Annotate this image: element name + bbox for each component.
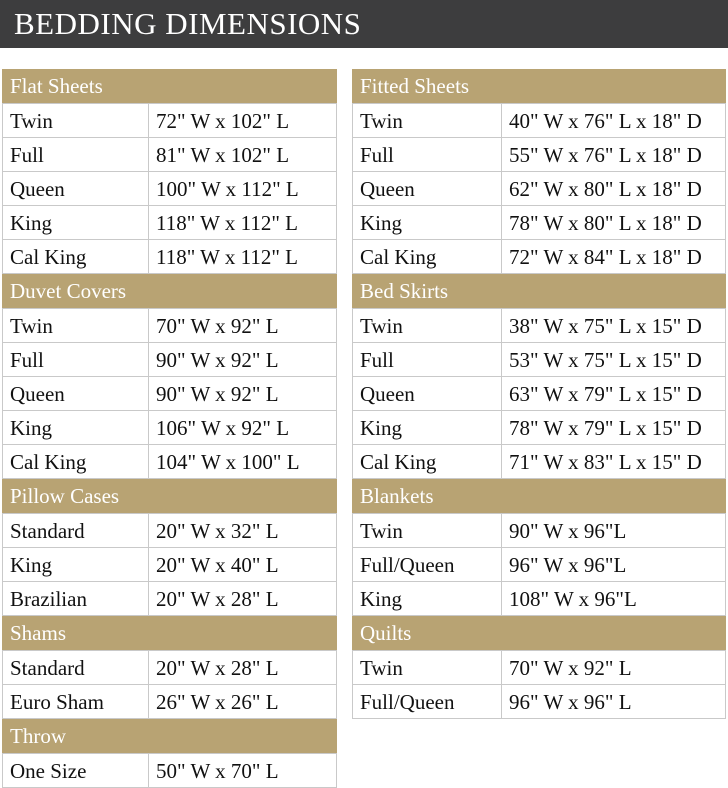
- table-row: [3, 548, 337, 582]
- dimension-cell: 96" W x 96"L: [502, 548, 726, 582]
- right-column: [352, 69, 726, 719]
- table-row: [3, 240, 337, 274]
- size-cell: Full: [3, 343, 149, 377]
- size-cell: Standard: [3, 514, 149, 548]
- dimension-cell: 55" W x 76" L x 18" D: [502, 138, 726, 172]
- dimension-cell: 90" W x 92" L: [149, 377, 337, 411]
- dimension-cell: 53" W x 75" L x 15" D: [502, 343, 726, 377]
- table-row: [353, 240, 726, 274]
- dimensions-table: [2, 513, 337, 616]
- page-header: [0, 0, 728, 48]
- dimensions-table: [2, 650, 337, 719]
- section-title: Shams: [2, 616, 337, 650]
- left-column: [2, 69, 337, 788]
- table-row: [353, 411, 726, 445]
- dimensions-table: [352, 650, 726, 719]
- section-throw: [2, 719, 337, 788]
- size-cell: Cal King: [3, 445, 149, 479]
- table-row: [3, 411, 337, 445]
- section-duvet-covers: [2, 274, 337, 479]
- size-cell: Full: [3, 138, 149, 172]
- table-row: [3, 514, 337, 548]
- table-row: [353, 582, 726, 616]
- dimensions-table: [2, 103, 337, 274]
- dimension-cell: 90" W x 96"L: [502, 514, 726, 548]
- page-title: BEDDING DIMENSIONS: [14, 6, 362, 41]
- dimension-cell: 90" W x 92" L: [149, 343, 337, 377]
- dimension-cell: 20" W x 28" L: [149, 582, 337, 616]
- size-cell: Brazilian: [3, 582, 149, 616]
- table-row: [353, 651, 726, 685]
- dimensions-table: [2, 308, 337, 479]
- size-cell: Twin: [353, 651, 502, 685]
- dimension-cell: 70" W x 92" L: [149, 309, 337, 343]
- table-row: [3, 582, 337, 616]
- dimension-cell: 78" W x 79" L x 15" D: [502, 411, 726, 445]
- table-row: [353, 548, 726, 582]
- dimension-cell: 108" W x 96"L: [502, 582, 726, 616]
- dimension-cell: 62" W x 80" L x 18" D: [502, 172, 726, 206]
- table-row: [353, 514, 726, 548]
- size-cell: Full/Queen: [353, 548, 502, 582]
- dimensions-table: [352, 308, 726, 479]
- size-cell: Twin: [3, 309, 149, 343]
- table-row: [353, 172, 726, 206]
- section-bed-skirts: [352, 274, 726, 479]
- section-title: Throw: [2, 719, 337, 753]
- size-cell: Queen: [3, 172, 149, 206]
- size-cell: Cal King: [3, 240, 149, 274]
- size-cell: Queen: [353, 377, 502, 411]
- dimension-cell: 118" W x 112" L: [149, 206, 337, 240]
- size-cell: King: [353, 582, 502, 616]
- table-row: [353, 343, 726, 377]
- table-row: [3, 206, 337, 240]
- dimension-cell: 63" W x 79" L x 15" D: [502, 377, 726, 411]
- dimension-cell: 104" W x 100" L: [149, 445, 337, 479]
- table-row: [353, 138, 726, 172]
- dimension-cell: 50" W x 70" L: [149, 754, 337, 788]
- dimension-cell: 26" W x 26" L: [149, 685, 337, 719]
- size-cell: Twin: [3, 104, 149, 138]
- section-title: Blankets: [352, 479, 726, 513]
- dimension-cell: 38" W x 75" L x 15" D: [502, 309, 726, 343]
- size-cell: Full: [353, 343, 502, 377]
- dimensions-table: [352, 513, 726, 616]
- size-cell: One Size: [3, 754, 149, 788]
- dimension-cell: 78" W x 80" L x 18" D: [502, 206, 726, 240]
- section-title: Flat Sheets: [2, 69, 337, 103]
- dimension-cell: 118" W x 112" L: [149, 240, 337, 274]
- dimension-cell: 96" W x 96" L: [502, 685, 726, 719]
- table-row: [3, 754, 337, 788]
- section-pillow-cases: [2, 479, 337, 616]
- section-quilts: [352, 616, 726, 719]
- table-row: [353, 445, 726, 479]
- dimension-cell: 81" W x 102" L: [149, 138, 337, 172]
- size-cell: King: [3, 548, 149, 582]
- dimension-cell: 72" W x 102" L: [149, 104, 337, 138]
- table-row: [3, 104, 337, 138]
- table-row: [353, 206, 726, 240]
- size-cell: Euro Sham: [3, 685, 149, 719]
- size-cell: Queen: [353, 172, 502, 206]
- size-cell: Twin: [353, 104, 502, 138]
- table-row: [353, 377, 726, 411]
- dimension-cell: 40" W x 76" L x 18" D: [502, 104, 726, 138]
- table-row: [3, 377, 337, 411]
- section-title: Bed Skirts: [352, 274, 726, 308]
- size-cell: King: [353, 206, 502, 240]
- dimension-cell: 106" W x 92" L: [149, 411, 337, 445]
- table-row: [353, 685, 726, 719]
- table-row: [3, 685, 337, 719]
- section-title: Duvet Covers: [2, 274, 337, 308]
- dimension-cell: 70" W x 92" L: [502, 651, 726, 685]
- size-cell: King: [3, 411, 149, 445]
- size-cell: King: [3, 206, 149, 240]
- table-row: [3, 651, 337, 685]
- size-cell: Cal King: [353, 445, 502, 479]
- section-title: Pillow Cases: [2, 479, 337, 513]
- dimensions-table: [2, 753, 337, 788]
- dimension-cell: 72" W x 84" L x 18" D: [502, 240, 726, 274]
- table-row: [353, 309, 726, 343]
- size-cell: Standard: [3, 651, 149, 685]
- table-row: [3, 445, 337, 479]
- dimension-cell: 71" W x 83" L x 15" D: [502, 445, 726, 479]
- table-row: [3, 172, 337, 206]
- dimension-cell: 20" W x 28" L: [149, 651, 337, 685]
- section-blankets: [352, 479, 726, 616]
- table-row: [3, 138, 337, 172]
- size-cell: Twin: [353, 514, 502, 548]
- size-cell: Full/Queen: [353, 685, 502, 719]
- dimension-cell: 100" W x 112" L: [149, 172, 337, 206]
- section-shams: [2, 616, 337, 719]
- section-fitted-sheets: [352, 69, 726, 274]
- size-cell: Full: [353, 138, 502, 172]
- section-flat-sheets: [2, 69, 337, 274]
- dimensions-table: [352, 103, 726, 274]
- table-row: [353, 104, 726, 138]
- size-cell: Cal King: [353, 240, 502, 274]
- size-cell: Twin: [353, 309, 502, 343]
- dimension-cell: 20" W x 40" L: [149, 548, 337, 582]
- table-row: [3, 309, 337, 343]
- section-title: Quilts: [352, 616, 726, 650]
- size-cell: Queen: [3, 377, 149, 411]
- dimension-cell: 20" W x 32" L: [149, 514, 337, 548]
- section-title: Fitted Sheets: [352, 69, 726, 103]
- size-cell: King: [353, 411, 502, 445]
- table-row: [3, 343, 337, 377]
